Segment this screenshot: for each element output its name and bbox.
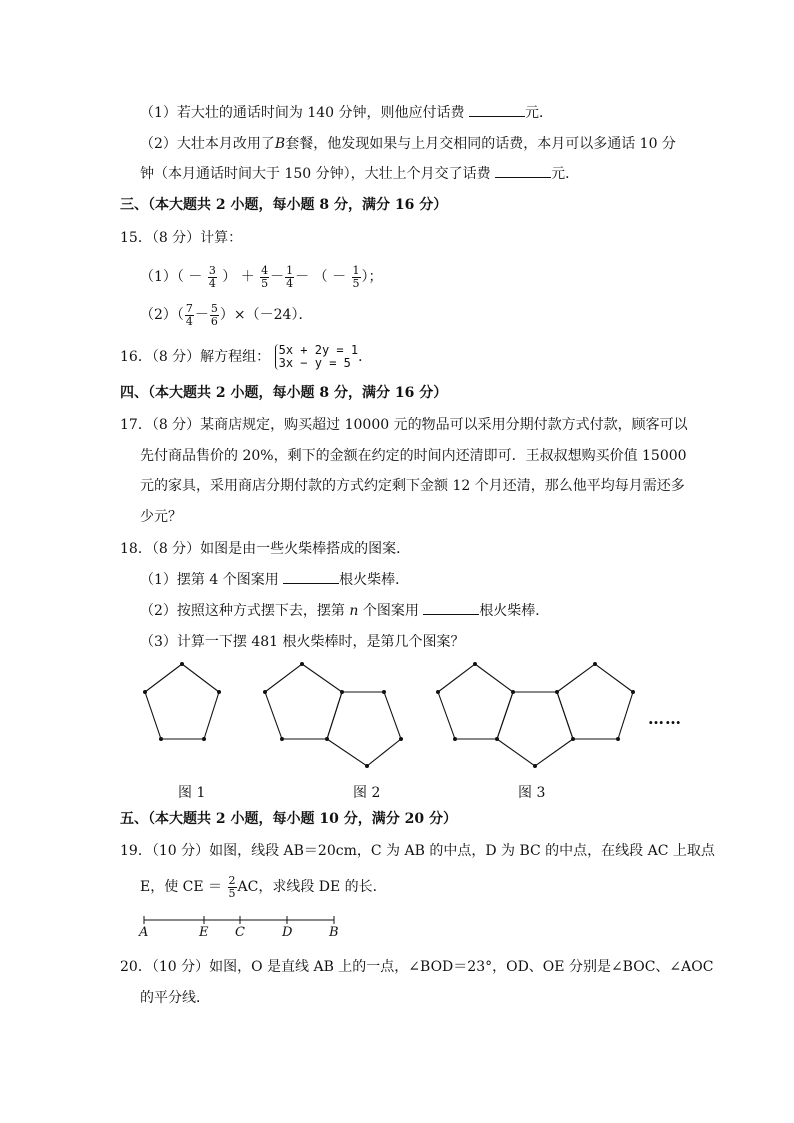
- q19-line2: E，使 CE ＝ $\frac{2}{5}$ AC，求线段 DE 的长．: [140, 873, 387, 900]
- fraction: $\frac{3}{4}$: [208, 263, 216, 290]
- q19-line1: 19．（10 分）如图，线段 AB＝20cm，C 为 AB 的中点，D 为 BC 的中点，在线段 AC 上取点: [120, 843, 715, 859]
- point-label-e: E: [199, 925, 209, 940]
- q17-line2: 先付商品售价的 20%，剩下的金额在约定的时间内还清即可．王叔叔想购买价值 15000: [140, 448, 687, 464]
- fraction: $\frac{1}{5}$: [352, 263, 360, 290]
- q17-line3: 元的家具，采用商店分期付款的方式约定剩下金额 12 个月还清，那么他平均每月需还多: [140, 478, 685, 494]
- q14-part2-line1: （2）大壮本月改用了B套餐，他发现如果与上月交相同的话费，本月可以多通话 10 分: [140, 136, 676, 152]
- pentagon-figure-1: [145, 664, 219, 739]
- fraction: $\frac{1}{4}$: [286, 263, 294, 290]
- q14-part2-line2: 钟（本月通话时间大于 150 分钟），大壮上个月交了话费 元．: [140, 166, 580, 182]
- fraction: $\frac{7}{4}$: [185, 301, 193, 328]
- point-label-d: D: [282, 925, 293, 940]
- answer-blank: [283, 570, 339, 584]
- pentagon-figures: [0, 655, 794, 805]
- point-label-a: A: [139, 925, 149, 940]
- section-heading-3: 三、（本大题共 2 小题，每小题 8 分，满分 16 分）: [120, 197, 448, 213]
- section-heading-5: 五、（本大题共 2 小题，每小题 10 分，满分 20 分）: [120, 811, 457, 827]
- figure-label-2: 图 2: [353, 785, 381, 801]
- pentagon-figure-3c: [557, 664, 633, 739]
- equation-system: 5x + 2y = 1 3x − y = 5: [275, 344, 358, 370]
- section-heading-4: 四、（本大题共 2 小题，每小题 8 分，满分 16 分）: [120, 385, 448, 401]
- answer-blank: [423, 601, 479, 615]
- fraction: $\frac{5}{6}$: [210, 301, 218, 328]
- q18-heading: 18．（8 分）如图是由一些火柴棒搭成的图案．: [120, 541, 411, 557]
- point-label-c: C: [235, 925, 245, 940]
- answer-blank: [495, 164, 551, 178]
- figure-label-3: 图 3: [518, 785, 546, 801]
- q15-heading: 15．（8 分）计算：: [120, 230, 243, 246]
- figure-label-1: 图 1: [178, 785, 206, 801]
- q15-part1: （1）（ － $\frac{3}{4}$ ） ＋ $\frac{4}{5}$ － $\frac{1}{4}$ － （ － $\frac{1}{5}$ ）；: [140, 263, 383, 290]
- q17-line4: 少元？: [140, 509, 182, 525]
- q17-line1: 17．（8 分）某商店规定，购买超过 10000 元的物品可以采用分期付款方式付款，顾客可以: [120, 417, 688, 433]
- pentagon-figure-2b: [327, 692, 401, 766]
- q20-line1: 20．（10 分）如图，O 是直线 AB 上的一点，∠BOD＝23°，OD、OE 分别是∠BOC、∠AOC: [120, 959, 714, 975]
- q14-part1: （1）若大壮的通话时间为 140 分钟，则他应付话费 元．: [140, 105, 553, 121]
- fraction: $\frac{4}{5}$: [261, 263, 269, 290]
- pentagon-figure-3b: [497, 692, 573, 766]
- continuation-dots: ……: [648, 709, 682, 728]
- pentagon-figure-3a: [438, 664, 513, 739]
- q16: 16．（8 分）解方程组： 5x + 2y = 1 3x − y = 5 ．: [120, 343, 373, 370]
- point-label-b: B: [329, 925, 339, 940]
- q18-part3: （3）计算一下摆 481 根火柴棒时，是第几个图案？: [140, 634, 465, 650]
- q15-part2: （2）（ $\frac{7}{4}$ － $\frac{5}{6}$ ）×（－24）．: [140, 301, 313, 328]
- q18-part1: （1）摆第 4 个图案用 根火柴棒．: [140, 572, 410, 588]
- q18-part2: （2）按照这种方式摆下去，摆第 n 个图案用 根火柴棒．: [140, 603, 550, 619]
- q20-line2: 的平分线．: [140, 990, 210, 1006]
- fraction: $\frac{2}{5}$: [228, 873, 236, 900]
- answer-blank: [469, 103, 525, 117]
